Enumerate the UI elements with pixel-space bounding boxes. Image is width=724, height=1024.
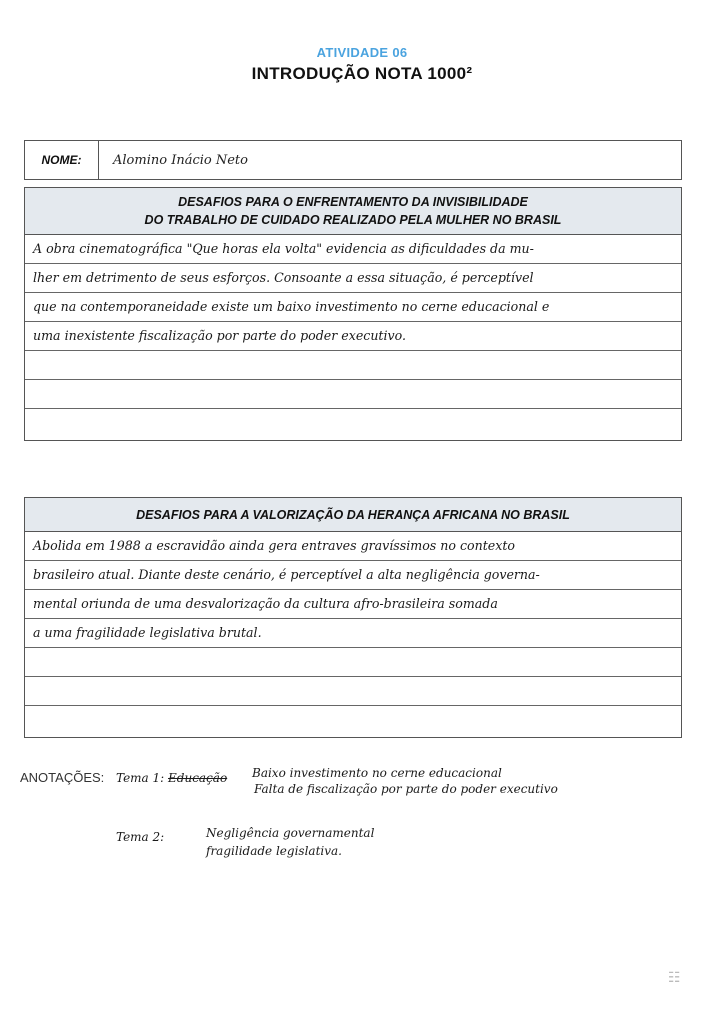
activity-number: ATIVIDADE 06 (316, 45, 408, 60)
section1-title-line1: DESAFIOS PARA O ENFRENTAMENTO DA INVISIBILIDADE (178, 195, 528, 209)
tema2-prefix: Tema 2: (116, 830, 165, 844)
tema2-note-2: fragilidade legislativa. (206, 844, 342, 858)
scan-watermark-icon: ☷ (668, 970, 681, 986)
section2-title: DESAFIOS PARA A VALORIZAÇÃO DA HERANÇA AFRICANA NO BRASIL (136, 507, 570, 522)
annotations-label: ANOTAÇÕES: (20, 770, 105, 785)
tema2-note-1: Negligência governamental (206, 826, 375, 840)
writing-line[interactable]: brasileiro atual. Diante deste cenário, é perceptível a alta negligência governa- (25, 561, 681, 590)
tema1-prefix: Tema 1: (116, 771, 165, 785)
name-field[interactable]: Alomino Inácio Neto (113, 152, 248, 168)
writing-line[interactable]: mental oriunda de uma desvalorização da cultura afro-brasileira somada (25, 590, 681, 619)
writing-line[interactable]: A obra cinematográfica "Que horas ela volta" evidencia as dificuldades da mu- (25, 235, 681, 264)
tema1-heading (116, 771, 227, 785)
writing-line[interactable]: que na contemporaneidade existe um baixo investimento no cerne educacional e (25, 293, 681, 322)
section1-title-line2: DO TRABALHO DE CUIDADO REALIZADO PELA MULHER NO BRASIL (144, 213, 562, 227)
writing-line[interactable] (25, 351, 681, 380)
section1-header (24, 187, 682, 235)
writing-line[interactable] (25, 380, 681, 409)
name-row (24, 140, 682, 180)
writing-line[interactable] (25, 706, 681, 735)
section2-header (24, 497, 682, 532)
writing-line[interactable]: lher em detrimento de seus esforços. Consoante a essa situação, é perceptível (25, 264, 681, 293)
section1-writing-lines (24, 235, 682, 441)
page-title: INTRODUÇÃO NOTA 1000² (251, 64, 473, 83)
writing-line[interactable]: Abolida em 1988 a escravidão ainda gera entraves gravíssimos no contexto (25, 532, 681, 561)
section2-writing-lines (24, 532, 682, 738)
tema1-note-1: Baixo investimento no cerne educacional (252, 766, 502, 780)
name-label: NOME: (25, 141, 99, 179)
writing-line[interactable]: uma inexistente fiscalização por parte do poder executivo. (25, 322, 681, 351)
writing-line[interactable] (25, 648, 681, 677)
writing-line[interactable] (25, 409, 681, 438)
writing-line[interactable] (25, 677, 681, 706)
tema1-struck-word: Educação (168, 771, 228, 785)
writing-line[interactable]: a uma fragilidade legislativa brutal. (25, 619, 681, 648)
tema1-note-2: Falta de fiscalização por parte do poder executivo (254, 782, 558, 796)
